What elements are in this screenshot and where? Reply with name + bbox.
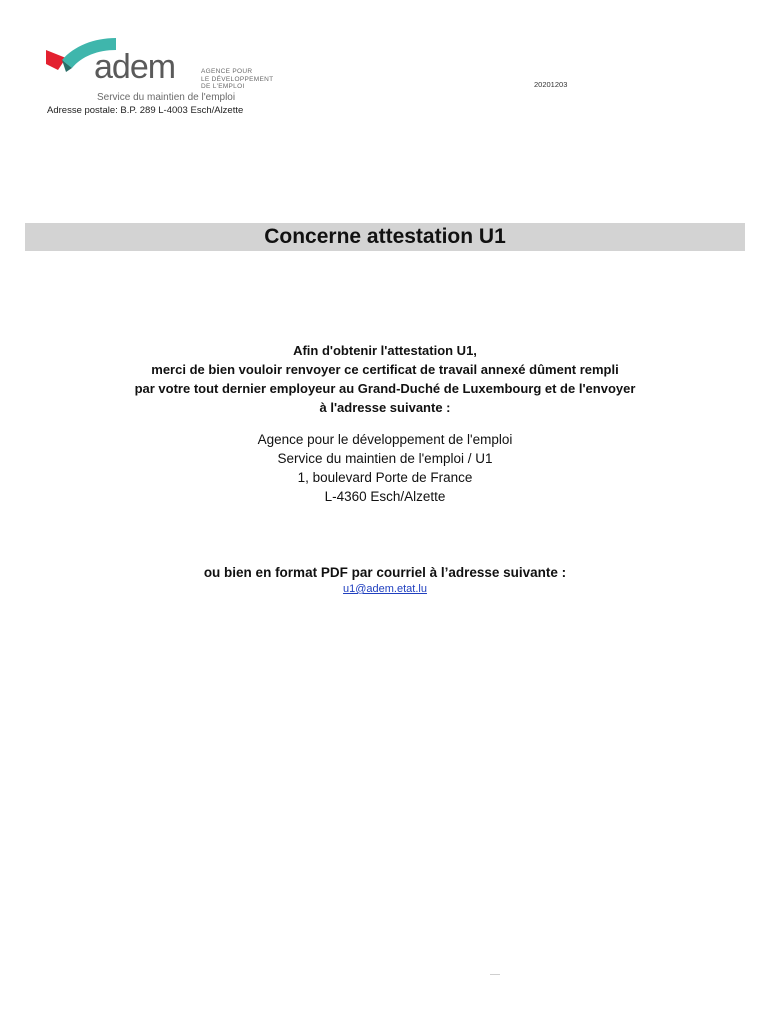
intro-line: à l'adresse suivante : <box>319 400 451 415</box>
logo-wordmark: adem <box>94 48 176 86</box>
email-link[interactable]: u1@adem.etat.lu <box>343 583 427 595</box>
logo-agency-text <box>201 68 273 91</box>
intro-paragraph <box>25 341 745 417</box>
logo-agency-line: LE DÉVELOPPEMENT <box>201 75 274 83</box>
intro-line: merci de bien vouloir renvoyer ce certificat de travail annexé dûment rempli <box>151 362 619 377</box>
logo-agency-line: AGENCE POUR <box>201 68 253 75</box>
footer-mark <box>490 974 500 975</box>
logo-service-text: Service du maintien de l'emploi <box>97 92 236 103</box>
mailing-address <box>25 430 745 506</box>
intro-line: Afin d'obtenir l'attestation U1, <box>293 343 477 358</box>
reference-code: 20201203 <box>534 80 568 89</box>
page-title: Concerne attestation U1 <box>264 225 506 248</box>
alternative-instruction: ou bien en format PDF par courriel à l’adresse suivante : <box>203 565 567 580</box>
adem-logo <box>44 36 284 108</box>
intro-line: par votre tout dernier employeur au Grand-Duché de Luxembourg et de l'envoyer <box>134 381 636 396</box>
address-line: Agence pour le développement de l'emploi <box>257 432 513 447</box>
address-line: L-4360 Esch/Alzette <box>324 489 446 504</box>
postal-address: Adresse postale: B.P. 289 L-4003 Esch/Alzette <box>47 105 244 116</box>
address-line: Service du maintien de l'emploi / U1 <box>277 451 493 466</box>
email-line <box>25 583 745 595</box>
logo-agency-line: DE L'EMPLOI <box>201 83 245 90</box>
address-line: 1, boulevard Porte de France <box>297 470 473 485</box>
title-bar <box>25 223 745 251</box>
